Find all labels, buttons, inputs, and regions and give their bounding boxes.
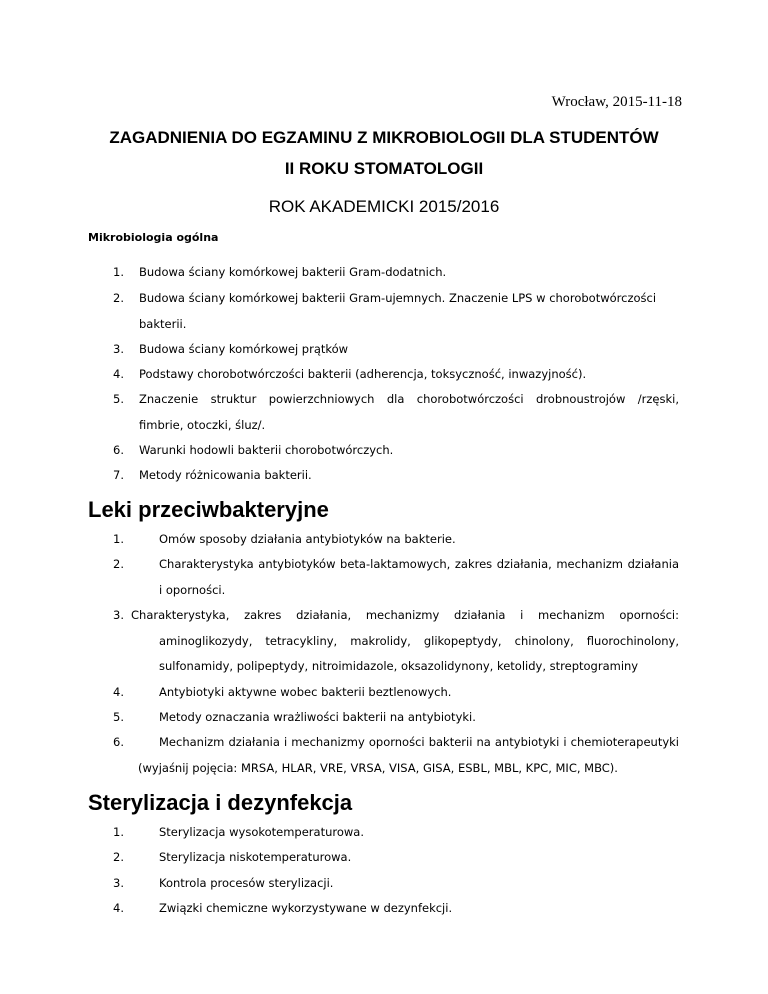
list-item-continuation: bakterii. <box>139 317 187 331</box>
list-item-continuation <box>159 634 679 648</box>
item-number: 3. <box>113 876 124 890</box>
section-heading-general-microbiology: Mikrobiologia ogólna <box>88 231 219 244</box>
item-number: 5. <box>113 392 124 406</box>
item-text: Charakterystyka antybiotyków beta-laktamowych, zakres działania, mechanizm działania <box>159 557 679 571</box>
item-text: Podstawy chorobotwórczości bakterii (adherencja, toksyczność, inwazyjność). <box>139 367 587 381</box>
item-text: Omów sposoby działania antybiotyków na bakterie. <box>159 532 456 546</box>
item-text: Budowa ściany komórkowej bakterii Gram-dodatnich. <box>139 265 447 279</box>
item-text: Kontrola procesów sterylizacji. <box>159 876 334 890</box>
item-number: 4. <box>113 367 124 381</box>
item-number: 7. <box>113 468 124 482</box>
item-number: 2. <box>113 291 124 305</box>
date: Wrocław, 2015-11-18 <box>551 94 682 110</box>
item-text: Mechanizm działania i mechanizmy oporności bakterii na antybiotyki i chemioterapeutyki <box>159 735 679 749</box>
item-number: 5. <box>113 710 124 724</box>
item-text: Sterylizacja wysokotemperaturowa. <box>159 825 364 839</box>
list-item-continuation: sulfonamidy, polipeptydy, nitroimidazole, oksazolidynony, ketolidy, streptograminy <box>159 659 639 673</box>
list-item-continuation: i oporności. <box>159 583 226 597</box>
item-number: 4. <box>113 901 124 915</box>
item-number: 2. <box>113 557 124 571</box>
section-heading-antibacterial-drugs: Leki przeciwbakteryjne <box>88 497 329 522</box>
page-title-line-1: ZAGADNIENIA DO EGZAMINU Z MIKROBIOLOGII DLA STUDENTÓW <box>109 128 659 147</box>
section-heading-sterilization-disinfection: Sterylizacja i dezynfekcja <box>88 790 353 815</box>
item-number: 1. <box>113 532 124 546</box>
item-number: 6. <box>113 443 124 457</box>
item-text: Budowa ściany komórkowej prątków <box>139 342 349 356</box>
page-title-line-2: II ROKU STOMATOLOGII <box>284 159 484 178</box>
item-text: Budowa ściany komórkowej bakterii Gram-ujemnych. Znaczenie LPS w chorobotwórczości <box>139 291 657 305</box>
item-text: Związki chemiczne wykorzystywane w dezynfekcji. <box>159 901 453 915</box>
item-number: 4. <box>113 685 124 699</box>
item-text: Metody oznaczania wrażliwości bakterii na antybiotyki. <box>159 710 476 724</box>
item-text: Warunki hodowli bakterii chorobotwórczych. <box>139 443 394 457</box>
item-number: 3. <box>113 608 124 622</box>
list-item-continuation: fimbrie, otoczki, śluz/. <box>139 418 266 432</box>
item-number: 3. <box>113 342 124 356</box>
item-text: Metody różnicowania bakterii. <box>139 468 312 482</box>
item-number: 1. <box>113 265 124 279</box>
list-item-continuation: (wyjaśnij pojęcia: MRSA, HLAR, VRE, VRSA, VISA, GISA, ESBL, MBL, KPC, MIC, MBC). <box>138 761 618 775</box>
item-text: Charakterystyka, zakres działania, mechanizmy działania i mechanizm oporności: <box>131 608 679 622</box>
item-number: 1. <box>113 825 124 839</box>
item-number: 2. <box>113 850 124 864</box>
item-text: Antybiotyki aktywne wobec bakterii beztlenowych. <box>159 685 452 699</box>
item-text: Sterylizacja niskotemperaturowa. <box>159 850 352 864</box>
item-text: Znaczenie struktur powierzchniowych dla chorobotwórczości drobnoustrojów /rzęski, <box>139 392 679 406</box>
academic-year: ROK AKADEMICKI 2015/2016 <box>268 197 500 216</box>
item-continuation-text: aminoglikozydy, tetracykliny, makrolidy, glikopeptydy, chinolony, fluorochinolony, <box>159 634 679 648</box>
item-number: 6. <box>113 735 124 749</box>
